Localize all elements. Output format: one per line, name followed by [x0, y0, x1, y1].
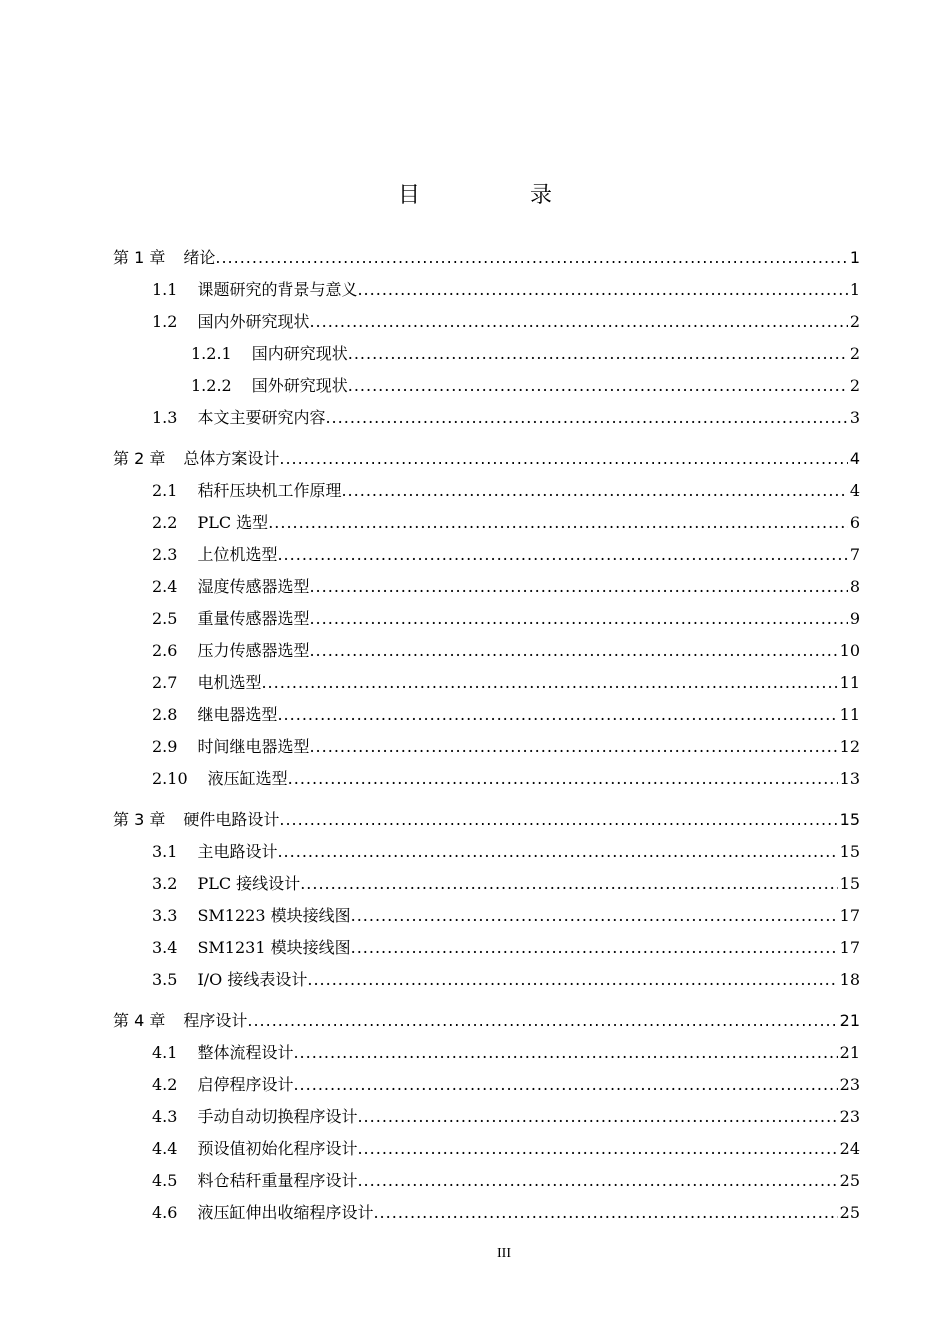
toc-entry-page: 17	[839, 906, 860, 925]
toc-entry-number: 3.2	[152, 874, 178, 893]
toc-dot-leader	[357, 1105, 837, 1129]
toc-dot-leader	[348, 374, 848, 398]
toc-entry-page: 4	[849, 481, 860, 500]
toc-dot-leader	[293, 1041, 837, 1065]
toc-entry-title: 主电路设计	[197, 842, 278, 861]
toc-entry-title: SM1223 模块接线图	[197, 906, 351, 925]
toc-dot-leader	[279, 808, 837, 832]
toc-entry[interactable]	[113, 904, 860, 936]
table-of-contents	[113, 246, 860, 1233]
toc-dot-leader	[309, 639, 837, 663]
toc-entry-title: 国内外研究现状	[197, 312, 310, 331]
toc-entry-title: 重量传感器选型	[197, 609, 310, 628]
toc-entry-number: 1.2	[152, 312, 178, 331]
toc-entry-number: 2.5	[152, 609, 178, 628]
toc-entry-number: 2.3	[152, 545, 178, 564]
toc-entry[interactable]	[113, 808, 860, 840]
toc-entry-title: 压力传感器选型	[197, 641, 310, 660]
toc-entry-number: 4.5	[152, 1171, 178, 1190]
toc-entry-page: 23	[839, 1107, 860, 1126]
toc-dot-leader	[288, 767, 838, 791]
toc-entry-number: 3.3	[152, 906, 178, 925]
toc-entry-page: 11	[839, 705, 860, 724]
toc-entry-page: 12	[839, 737, 860, 756]
toc-dot-leader	[357, 1137, 837, 1161]
toc-entry[interactable]	[113, 479, 860, 511]
toc-entry[interactable]	[113, 607, 860, 639]
page-title: 目 录	[397, 183, 596, 208]
toc-entry-page: 10	[839, 641, 860, 660]
toc-entry-number: 4.6	[152, 1203, 178, 1222]
toc-entry-page: 15	[839, 874, 860, 893]
toc-entry[interactable]	[113, 1009, 860, 1041]
toc-entry-number: 3.5	[152, 970, 178, 989]
toc-dot-leader	[277, 703, 837, 727]
toc-entry-title: 上位机选型	[197, 545, 278, 564]
toc-dot-leader	[309, 735, 837, 759]
toc-entry[interactable]	[113, 310, 860, 342]
toc-entry-title: SM1231 模块接线图	[197, 938, 351, 957]
toc-dot-leader	[247, 1009, 837, 1033]
toc-entry-title: 液压缸伸出收缩程序设计	[197, 1203, 374, 1222]
toc-entry-number: 2.1	[152, 481, 178, 500]
toc-entry-page: 15	[839, 810, 860, 829]
toc-entry-number: 2.6	[152, 641, 178, 660]
toc-entry-title: 启停程序设计	[197, 1075, 294, 1094]
toc-entry[interactable]	[113, 278, 860, 310]
toc-dot-leader	[309, 575, 847, 599]
toc-entry-number: 2.4	[152, 577, 178, 596]
toc-entry-number: 2.8	[152, 705, 178, 724]
toc-entry-title: 硬件电路设计	[183, 810, 280, 829]
toc-entry[interactable]	[113, 511, 860, 543]
page-number: III	[497, 1246, 511, 1261]
toc-entry-page: 1	[849, 248, 860, 267]
toc-entry[interactable]	[113, 1041, 860, 1073]
toc-dot-leader	[261, 671, 837, 695]
toc-dot-leader	[309, 310, 847, 334]
toc-entry-number: 1.2.2	[191, 376, 232, 395]
toc-entry-number: 2.9	[152, 737, 178, 756]
toc-dot-leader	[277, 543, 847, 567]
toc-entry[interactable]	[113, 1169, 860, 1201]
toc-entry-title: 本文主要研究内容	[197, 408, 326, 427]
toc-entry[interactable]	[113, 1073, 860, 1105]
toc-entry[interactable]	[113, 767, 860, 799]
toc-entry[interactable]	[113, 374, 860, 406]
toc-entry-title: I/O 接线表设计	[197, 970, 308, 989]
toc-entry-title: 继电器选型	[197, 705, 278, 724]
toc-entry-title: 时间继电器选型	[197, 737, 310, 756]
toc-entry-page: 8	[849, 577, 860, 596]
toc-entry[interactable]	[113, 703, 860, 735]
toc-dot-leader	[215, 246, 847, 270]
toc-dot-leader	[277, 840, 837, 864]
toc-entry[interactable]	[113, 447, 860, 479]
toc-entry-title: 国外研究现状	[251, 376, 348, 395]
toc-entry-title: 绪论	[183, 248, 216, 267]
toc-entry-page: 4	[849, 449, 860, 468]
toc-entry[interactable]	[113, 840, 860, 872]
toc-entry[interactable]	[113, 1201, 860, 1233]
toc-entry-page: 13	[839, 769, 860, 788]
toc-entry-title: 程序设计	[183, 1011, 248, 1030]
toc-entry-page: 23	[839, 1075, 860, 1094]
toc-dot-leader	[357, 278, 847, 302]
toc-entry-page: 3	[849, 408, 860, 427]
toc-entry-page: 1	[849, 280, 860, 299]
toc-entry-number: 1.2.1	[191, 344, 232, 363]
toc-entry-title: 湿度传感器选型	[197, 577, 310, 596]
toc-entry-number: 4.1	[152, 1043, 178, 1062]
toc-entry-page: 2	[849, 344, 860, 363]
toc-dot-leader	[348, 342, 848, 366]
toc-entry-title: 总体方案设计	[183, 449, 280, 468]
toc-entry[interactable]	[113, 671, 860, 703]
toc-entry-title: 课题研究的背景与意义	[197, 280, 358, 299]
toc-entry-page: 11	[839, 673, 860, 692]
toc-entry[interactable]	[113, 1137, 860, 1169]
toc-entry[interactable]	[113, 735, 860, 767]
toc-entry-page: 7	[849, 545, 860, 564]
toc-entry-title: 电机选型	[197, 673, 262, 692]
toc-entry-title: 秸秆压块机工作原理	[197, 481, 342, 500]
toc-dot-leader	[357, 1169, 837, 1193]
toc-entry-title: 液压缸选型	[207, 769, 288, 788]
toc-entry-number: 3.4	[152, 938, 178, 957]
toc-entry-page: 2	[849, 312, 860, 331]
toc-entry[interactable]	[113, 406, 860, 438]
toc-entry[interactable]	[113, 543, 860, 575]
toc-dot-leader	[325, 406, 847, 430]
toc-entry-number: 2.10	[152, 769, 188, 788]
toc-entry-number: 4.2	[152, 1075, 178, 1094]
toc-entry-number: 2.7	[152, 673, 178, 692]
toc-entry[interactable]	[113, 246, 860, 278]
toc-entry[interactable]	[113, 575, 860, 607]
toc-entry[interactable]	[113, 872, 860, 904]
toc-dot-leader	[373, 1201, 837, 1225]
toc-entry-title: 国内研究现状	[251, 344, 348, 363]
toc-entry[interactable]	[113, 968, 860, 1000]
toc-entry-number: 第 1 章	[113, 248, 166, 267]
toc-entry-page: 21	[839, 1011, 860, 1030]
toc-entry-page: 15	[839, 842, 860, 861]
toc-entry-page: 25	[839, 1171, 860, 1190]
toc-dot-leader	[351, 904, 838, 928]
toc-entry-page: 6	[849, 513, 860, 532]
toc-entry[interactable]	[113, 1105, 860, 1137]
toc-entry-page: 21	[839, 1043, 860, 1062]
toc-entry-page: 24	[839, 1139, 860, 1158]
toc-entry-page: 17	[839, 938, 860, 957]
toc-dot-leader	[351, 936, 838, 960]
toc-dot-leader	[279, 447, 847, 471]
toc-dot-leader	[307, 968, 837, 992]
toc-entry-title: 料仓秸秆重量程序设计	[197, 1171, 358, 1190]
toc-dot-leader	[300, 872, 837, 896]
toc-entry-number: 1.3	[152, 408, 178, 427]
toc-dot-leader	[309, 607, 847, 631]
toc-entry-page: 2	[849, 376, 860, 395]
toc-entry-number: 4.4	[152, 1139, 178, 1158]
toc-entry-title: 手动自动切换程序设计	[197, 1107, 358, 1126]
toc-entry-page: 18	[839, 970, 860, 989]
toc-entry-title: 整体流程设计	[197, 1043, 294, 1062]
toc-entry[interactable]	[113, 342, 860, 374]
toc-entry[interactable]	[113, 639, 860, 671]
toc-entry-number: 3.1	[152, 842, 178, 861]
toc-entry-number: 第 4 章	[113, 1011, 166, 1030]
toc-entry-title: PLC 选型	[197, 513, 269, 532]
toc-entry-number: 4.3	[152, 1107, 178, 1126]
toc-entry-number: 2.2	[152, 513, 178, 532]
toc-entry-page: 9	[849, 609, 860, 628]
toc-dot-leader	[341, 479, 847, 503]
toc-entry-title: 预设值初始化程序设计	[197, 1139, 358, 1158]
toc-entry-number: 第 3 章	[113, 810, 166, 829]
toc-entry-number: 1.1	[152, 280, 178, 299]
toc-dot-leader	[293, 1073, 837, 1097]
toc-dot-leader	[268, 511, 848, 535]
toc-entry-number: 第 2 章	[113, 449, 166, 468]
toc-entry-title: PLC 接线设计	[197, 874, 301, 893]
toc-entry[interactable]	[113, 936, 860, 968]
toc-entry-page: 25	[839, 1203, 860, 1222]
